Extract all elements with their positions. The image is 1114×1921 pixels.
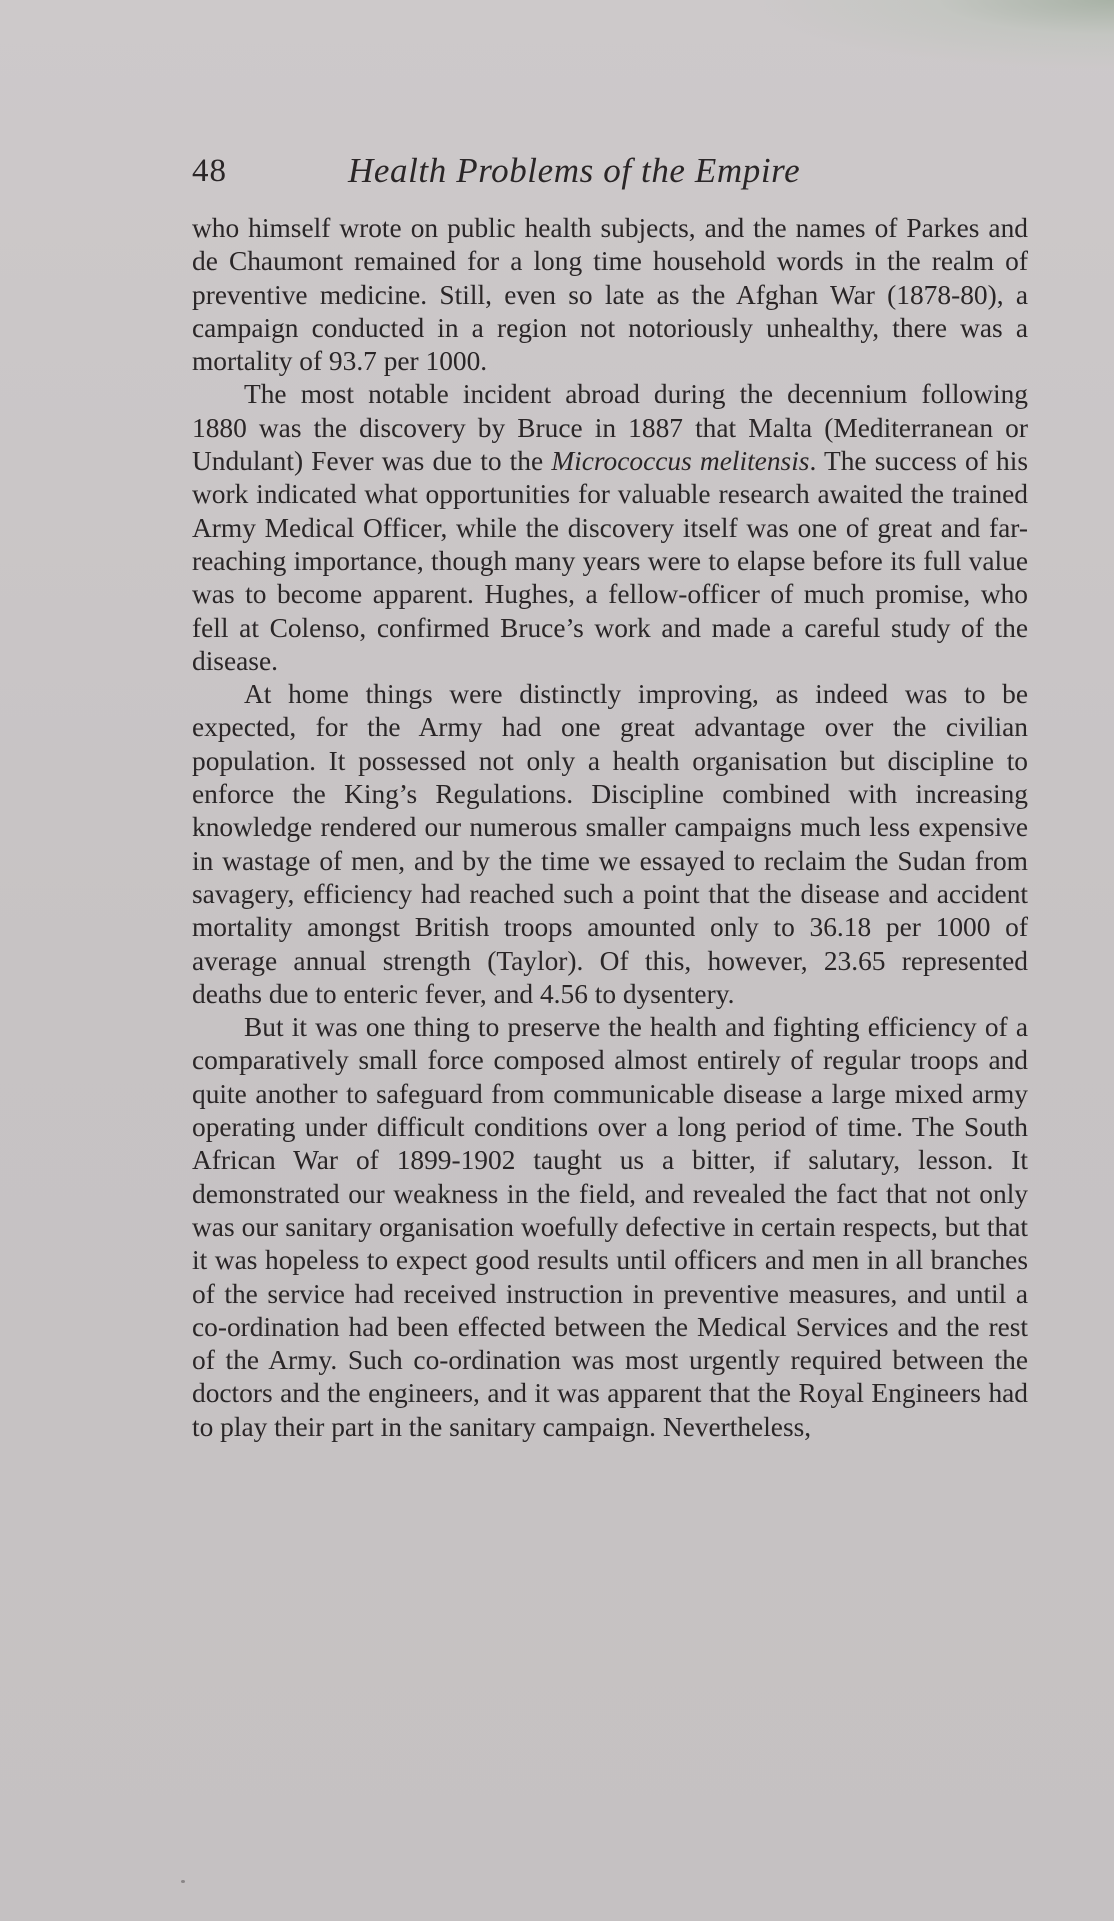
paragraph-2-italic-term: Micrococcus melitensis [551, 446, 810, 477]
paper-speck [181, 1880, 185, 1883]
body-text [192, 212, 1028, 1444]
page-header [192, 148, 1028, 194]
page-number: 48 [192, 153, 227, 189]
running-title: Health Problems of the Empire [348, 151, 801, 190]
paragraph-1: who himself wrote on public health subjects, and the names of Parkes and de Chaumont remained for a long time household words in the realm of preventive medicine. Still, even so late as the Afghan War (1878-80), a campaign conducted in a region not notoriously unhealthy, there was a mortality of 93.7 per 1000. [192, 213, 1028, 377]
page-corner-discoloration [754, 0, 1114, 70]
paragraph-2-text-after: . The success of his work indicated what opportunities for valuable research awaited the trained Army Medical Officer, while the discovery itself was one of great and far-reaching importance, though many years were to elapse before its full value was to become apparent. Hughes, a fellow-officer of much promise, who fell at Colenso, confirmed Bruce’s work and made a careful study of the disease. [192, 446, 1028, 676]
paragraph-4: But it was one thing to preserve the health and fighting efficiency of a comparatively small force composed almost entirely of regular troops and quite another to safeguard from communicable disease a large mixed army operating under difficult conditions over a long period of time. The South African War of 1899-1902 taught us a bitter, if salutary, lesson. It demonstrated our weakness in the field, and revealed the fact that not only was our sanitary organisation woefully defective in certain respects, but that it was hopeless to expect good results until officers and men in all branches of the service had received instruction in preventive measures, and until a co-ordination had been effected between the Medical Services and the rest of the Army. Such co-ordination was most urgently required between the doctors and the engineers, and it was apparent that the Royal Engineers had to play their part in the sanitary campaign. Nevertheless, [192, 1012, 1028, 1442]
paragraph-3: At home things were distinctly improving, as indeed was to be expected, for the Army had one great advantage over the civilian population. It possessed not only a health organisation but discipline to enforce the King’s Regulations. Discipline combined with increasing knowledge rendered our numerous smaller campaigns much less expensive in wastage of men, and by the time we essayed to reclaim the Sudan from savagery, efficiency had reached such a point that the disease and accident mortality amongst British troops amounted only to 36.18 per 1000 of average annual strength (Taylor). Of this, however, 23.65 represented deaths due to enteric fever, and 4.56 to dysentery. [192, 679, 1028, 1009]
paragraph-2 [192, 378, 1028, 678]
paragraph-2-text-before: The most notable incident abroad during the decennium following 1880 was the discovery by Bruce in 1887 that Malta (Mediterranean or Undulant) Fever was due to the [192, 379, 1028, 477]
